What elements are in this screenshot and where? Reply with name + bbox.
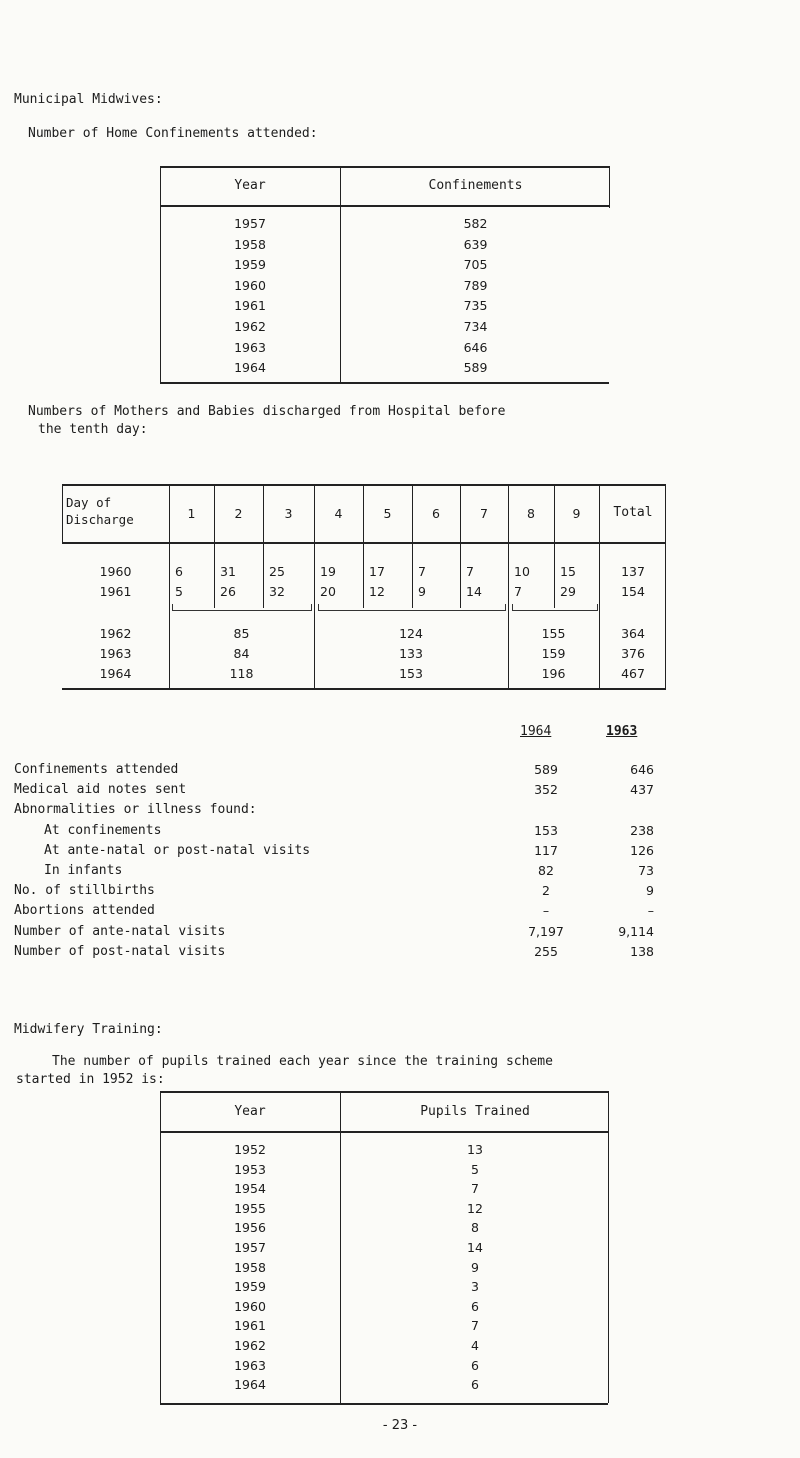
stats-header-1963: 1963 — [606, 724, 638, 739]
discharge-cell-value: 15 — [560, 564, 576, 579]
table-cell-year: 1964 — [234, 360, 266, 376]
brace-days-4-7 — [318, 604, 506, 611]
discharge-header-day: 2 — [234, 506, 243, 521]
discharge-cell-year: 1962 — [99, 626, 132, 641]
table-cell-pupils: 7 — [471, 1318, 479, 1334]
discharge-heading-line1: Numbers of Mothers and Babies discharged from Hospital before — [28, 404, 506, 419]
discharge-cell-value: 32 — [269, 584, 285, 599]
discharge-cell-year: 1963 — [99, 646, 132, 661]
brace-days-1-3 — [172, 604, 312, 611]
discharge-header-day: 1 — [187, 506, 196, 521]
stats-value-1964: 82 — [538, 863, 554, 878]
training-heading: Midwifery Training: — [14, 1022, 163, 1037]
discharge-header-day: 4 — [334, 506, 343, 521]
discharge-header-total: Total — [613, 505, 653, 520]
table-cell-year: 1960 — [234, 1298, 266, 1314]
stats-value-1964: 153 — [534, 822, 558, 838]
discharge-cell-value: 19 — [320, 564, 336, 579]
discharge-header-day: 7 — [480, 506, 488, 521]
stats-label: Medical aid notes sent — [14, 782, 187, 798]
discharge-cell-value: 5 — [175, 584, 183, 599]
discharge-cell-value: 6 — [175, 564, 183, 579]
brace-days-8-9 — [512, 604, 598, 611]
table-cell-pupils: 13 — [467, 1142, 483, 1157]
stats-header-1964: 1964 — [520, 724, 552, 739]
discharge-cell-total: 364 — [621, 626, 645, 641]
table-cell-year: 1952 — [234, 1142, 266, 1157]
table-cell-pupils: 6 — [471, 1357, 479, 1373]
discharge-cell-group-4-7: 124 — [399, 626, 423, 641]
table-cell-pupils: 7 — [471, 1181, 479, 1197]
training-header-year: Year — [234, 1104, 266, 1119]
table-cell-pupils: 6 — [471, 1377, 479, 1393]
table-cell-confinements: 582 — [463, 216, 488, 231]
training-para-line2: started in 1952 is: — [16, 1072, 165, 1087]
discharge-header-day: 8 — [527, 506, 535, 521]
table-cell-year: 1961 — [234, 298, 266, 314]
discharge-cell-total: 467 — [621, 666, 645, 681]
table-cell-confinements: 639 — [463, 236, 488, 252]
table-cell-confinements: 734 — [463, 319, 488, 334]
table-cell-confinements: 789 — [463, 277, 488, 293]
confinements-heading: Number of Home Confinements attended: — [28, 126, 318, 141]
table-cell-pupils: 9 — [471, 1259, 479, 1275]
table-cell-year: 1957 — [234, 216, 266, 231]
table-cell-year: 1957 — [234, 1240, 266, 1255]
discharge-cell-year: 1960 — [99, 564, 132, 579]
discharge-cell-year: 1961 — [99, 584, 132, 599]
discharge-heading-line2: the tenth day: — [38, 422, 148, 437]
table-cell-year: 1962 — [234, 319, 266, 334]
discharge-cell-group-8-9: 159 — [541, 646, 566, 661]
stats-value-1963: 9 — [646, 883, 654, 899]
table-cell-confinements: 735 — [463, 298, 488, 314]
table-cell-year: 1959 — [234, 257, 266, 273]
discharge-cell-value: 25 — [269, 564, 285, 579]
stats-label: Abnormalities or illness found: — [14, 802, 257, 818]
table-cell-confinements: 646 — [463, 339, 488, 355]
discharge-cell-value: 7 — [514, 584, 522, 599]
stats-value-1963: 238 — [630, 822, 654, 838]
stats-value-1964: 255 — [534, 943, 558, 959]
stats-value-1963: 437 — [630, 782, 654, 798]
discharge-cell-year: 1964 — [99, 666, 132, 681]
discharge-header-day: 3 — [284, 506, 293, 521]
stats-value-1964: 352 — [534, 782, 558, 798]
stats-value-1964: 117 — [534, 842, 558, 858]
table-cell-confinements: 589 — [463, 360, 488, 376]
table-cell-year: 1958 — [234, 236, 266, 252]
stats-label: Abortions attended — [14, 903, 155, 919]
confinements-header-count: Confinements — [428, 178, 523, 193]
training-para-line1: The number of pupils trained each year since the training scheme — [52, 1054, 553, 1069]
stats-value-1963: 9,114 — [618, 923, 654, 939]
table-cell-year: 1964 — [234, 1377, 266, 1393]
discharge-cell-total: 376 — [621, 646, 645, 661]
table-cell-year: 1953 — [234, 1161, 266, 1177]
table-cell-pupils: 4 — [471, 1338, 479, 1353]
discharge-cell-value: 7 — [466, 564, 474, 579]
stats-label: In infants — [44, 863, 123, 878]
discharge-cell-group-1-3: 85 — [233, 626, 250, 641]
table-cell-pupils: 6 — [471, 1298, 479, 1314]
discharge-header-day: 5 — [383, 506, 392, 521]
table-cell-pupils: 3 — [471, 1279, 479, 1295]
table-cell-year: 1962 — [234, 1338, 266, 1353]
stats-label: At confinements — [44, 822, 162, 838]
discharge-cell-group-1-3: 84 — [233, 646, 250, 661]
table-cell-confinements: 705 — [463, 257, 488, 273]
stats-label: At ante-natal or post-natal visits — [44, 842, 311, 858]
discharge-cell-value: 14 — [466, 584, 482, 599]
discharge-cell-value: 12 — [369, 584, 385, 599]
stats-label: Confinements attended — [14, 762, 179, 777]
discharge-cell-value: 7 — [418, 564, 426, 579]
discharge-cell-value: 29 — [560, 584, 576, 599]
stats-value-1963: 646 — [630, 762, 654, 777]
section-heading: Municipal Midwives: — [14, 92, 163, 107]
discharge-cell-group-8-9: 196 — [541, 666, 566, 681]
table-cell-year: 1961 — [234, 1318, 266, 1334]
discharge-cell-value: 17 — [369, 564, 385, 579]
table-cell-year: 1959 — [234, 1279, 266, 1295]
discharge-cell-group-8-9: 155 — [541, 626, 566, 641]
stats-value-1964: 7,197 — [528, 923, 564, 939]
page-number: - 23 - — [382, 1418, 418, 1433]
table-cell-year: 1960 — [234, 277, 266, 293]
discharge-cell-group-4-7: 153 — [399, 666, 423, 681]
discharge-cell-value: 20 — [320, 584, 336, 599]
stats-label: Number of ante-natal visits — [14, 923, 226, 939]
discharge-header-label-2: Discharge — [66, 512, 134, 527]
discharge-header-day: 9 — [572, 506, 581, 521]
stats-value-1964: – — [542, 903, 550, 919]
training-header-pupils: Pupils Trained — [420, 1104, 530, 1119]
discharge-cell-value: 31 — [220, 564, 236, 579]
discharge-cell-value: 9 — [418, 584, 426, 599]
stats-value-1963: 73 — [638, 863, 654, 878]
table-cell-year: 1955 — [234, 1200, 266, 1216]
confinements-header-year: Year — [234, 178, 266, 193]
discharge-header-label-1: Day of — [66, 495, 112, 510]
discharge-cell-total: 154 — [621, 584, 645, 599]
table-cell-year: 1958 — [234, 1259, 266, 1275]
stats-value-1963: 138 — [630, 943, 654, 959]
table-cell-year: 1963 — [234, 339, 266, 355]
table-cell-year: 1963 — [234, 1357, 266, 1373]
table-cell-pupils: 8 — [471, 1220, 479, 1236]
discharge-cell-value: 26 — [220, 584, 236, 599]
table-cell-pupils: 5 — [471, 1161, 479, 1177]
discharge-cell-group-1-3: 118 — [229, 666, 254, 681]
discharge-cell-value: 10 — [514, 564, 530, 579]
table-cell-pupils: 12 — [467, 1200, 483, 1216]
stats-label: No. of stillbirths — [14, 883, 155, 899]
table-cell-year: 1954 — [234, 1181, 266, 1197]
discharge-header-day: 6 — [432, 506, 440, 521]
table-cell-year: 1956 — [234, 1220, 266, 1236]
discharge-cell-total: 137 — [621, 564, 645, 579]
stats-label: Number of post-natal visits — [14, 943, 226, 959]
stats-value-1964: 2 — [542, 883, 550, 899]
stats-value-1963: 126 — [630, 842, 654, 858]
stats-value-1964: 589 — [534, 762, 558, 777]
stats-value-1963: – — [647, 903, 654, 919]
discharge-cell-group-4-7: 133 — [399, 646, 423, 661]
table-cell-pupils: 14 — [467, 1240, 483, 1255]
